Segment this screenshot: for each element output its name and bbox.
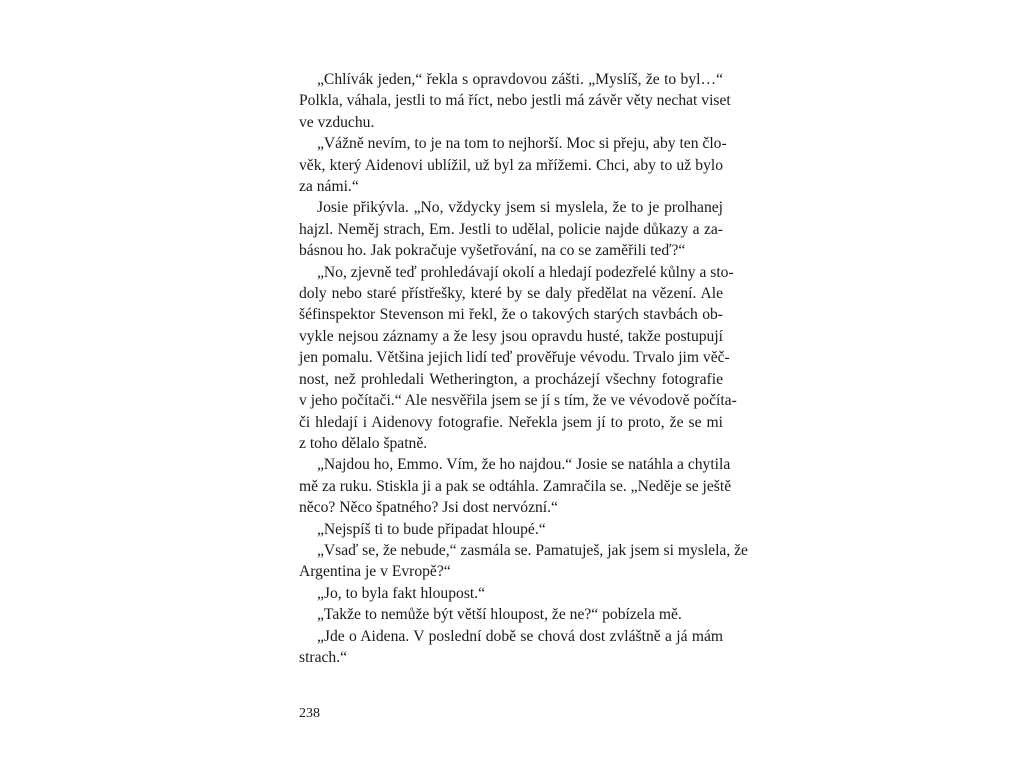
paragraph: [299, 540, 748, 583]
body-text: [299, 69, 748, 668]
text-line: ve vzduchu.: [299, 113, 375, 131]
text-line: šéfinspektor Stevenson mi řekl, že o takových starých stavbách ob-: [299, 306, 723, 324]
text-line: z toho dělalo špatně.: [299, 434, 428, 452]
text-line: „Vsaď se, že nebude,“ zasmála se. Pamatuješ, jak jsem si myslela, že: [317, 541, 748, 559]
text-line: Josie přikývla. „No, vždycky jsem si myslela, že to je prolhanej: [317, 199, 723, 217]
text-line: „Vážně nevím, to je na tom to nejhorší. Moc si přeju, aby ten člo-: [317, 135, 727, 153]
paragraph: [299, 69, 731, 133]
text-line: „Chlívák jeden,“ řekla s opravdovou zášti. „Myslíš, že to byl…“: [317, 71, 723, 88]
text-line: „Jo, to byla fakt hloupost.“: [317, 584, 486, 602]
text-line: strach.“: [299, 648, 348, 666]
paragraph: [299, 519, 723, 540]
text-line: „Nejspíš ti to bude připadat hloupé.“: [317, 520, 546, 538]
paragraph: [299, 454, 732, 518]
text-line: něco? Něco špatného? Jsi dost nervózní.“: [299, 499, 558, 517]
text-line: v jeho počítači.“ Ale nesvěřila jsem se jí s tím, že ve vévodově počíta-: [299, 392, 737, 410]
paragraph: [299, 133, 727, 197]
text-line: věk, který Aidenovi ublížil, už byl za mřížemi. Chci, aby to už bylo: [299, 156, 723, 174]
paragraph: [299, 604, 723, 625]
text-line: mě za ruku. Stiskla ji a pak se odtáhla. Zamračila se. „Neděje se ještě: [299, 477, 732, 495]
paragraph: [299, 262, 737, 455]
text-line: vykle nejsou záznamy a že lesy jsou opravdu husté, takže postupují: [299, 327, 723, 345]
text-line: hajzl. Neměj strach, Em. Jestli to udělal, policie najde důkazy a za-: [299, 220, 723, 238]
paragraph: [299, 626, 723, 669]
page-number: 238: [299, 706, 320, 721]
text-line: „No, zjevně teď prohledávají okolí a hledají podezřelé kůlny a sto-: [317, 263, 734, 281]
text-line: Polkla, váhala, jestli to má říct, nebo jestli má závěr věty nechat viset: [299, 92, 731, 110]
text-line: jen pomalu. Většina jejich lidí teď prověřuje vévodu. Trvalo jim věč-: [299, 349, 730, 367]
paragraph: [299, 197, 723, 261]
text-line: básnou ho. Jak pokračuje vyšetřování, na co se zaměřili teď?“: [299, 242, 686, 260]
text-line: „Najdou ho, Emmo. Vím, že ho najdou.“ Josie se natáhla a chytila: [317, 456, 731, 474]
text-line: či hledají i Aidenovy fotografie. Neřekla jsem jí to proto, že se mi: [299, 413, 723, 431]
text-line: „Takže to nemůže být větší hloupost, že ne?“ pobízela mě.: [317, 606, 682, 624]
text-line: Argentina je v Evropě?“: [299, 563, 451, 581]
text-line: nost, než prohledali Wetherington, a procházejí všechny fotografie: [299, 370, 723, 388]
text-line: „Jde o Aidena. V poslední době se chová dost zvláštně a já mám: [317, 627, 723, 645]
text-line: za námi.“: [299, 178, 359, 196]
text-line: doly nebo staré přístřešky, které by se daly předělat na vězení. Ale: [299, 285, 723, 303]
paragraph: [299, 583, 723, 604]
